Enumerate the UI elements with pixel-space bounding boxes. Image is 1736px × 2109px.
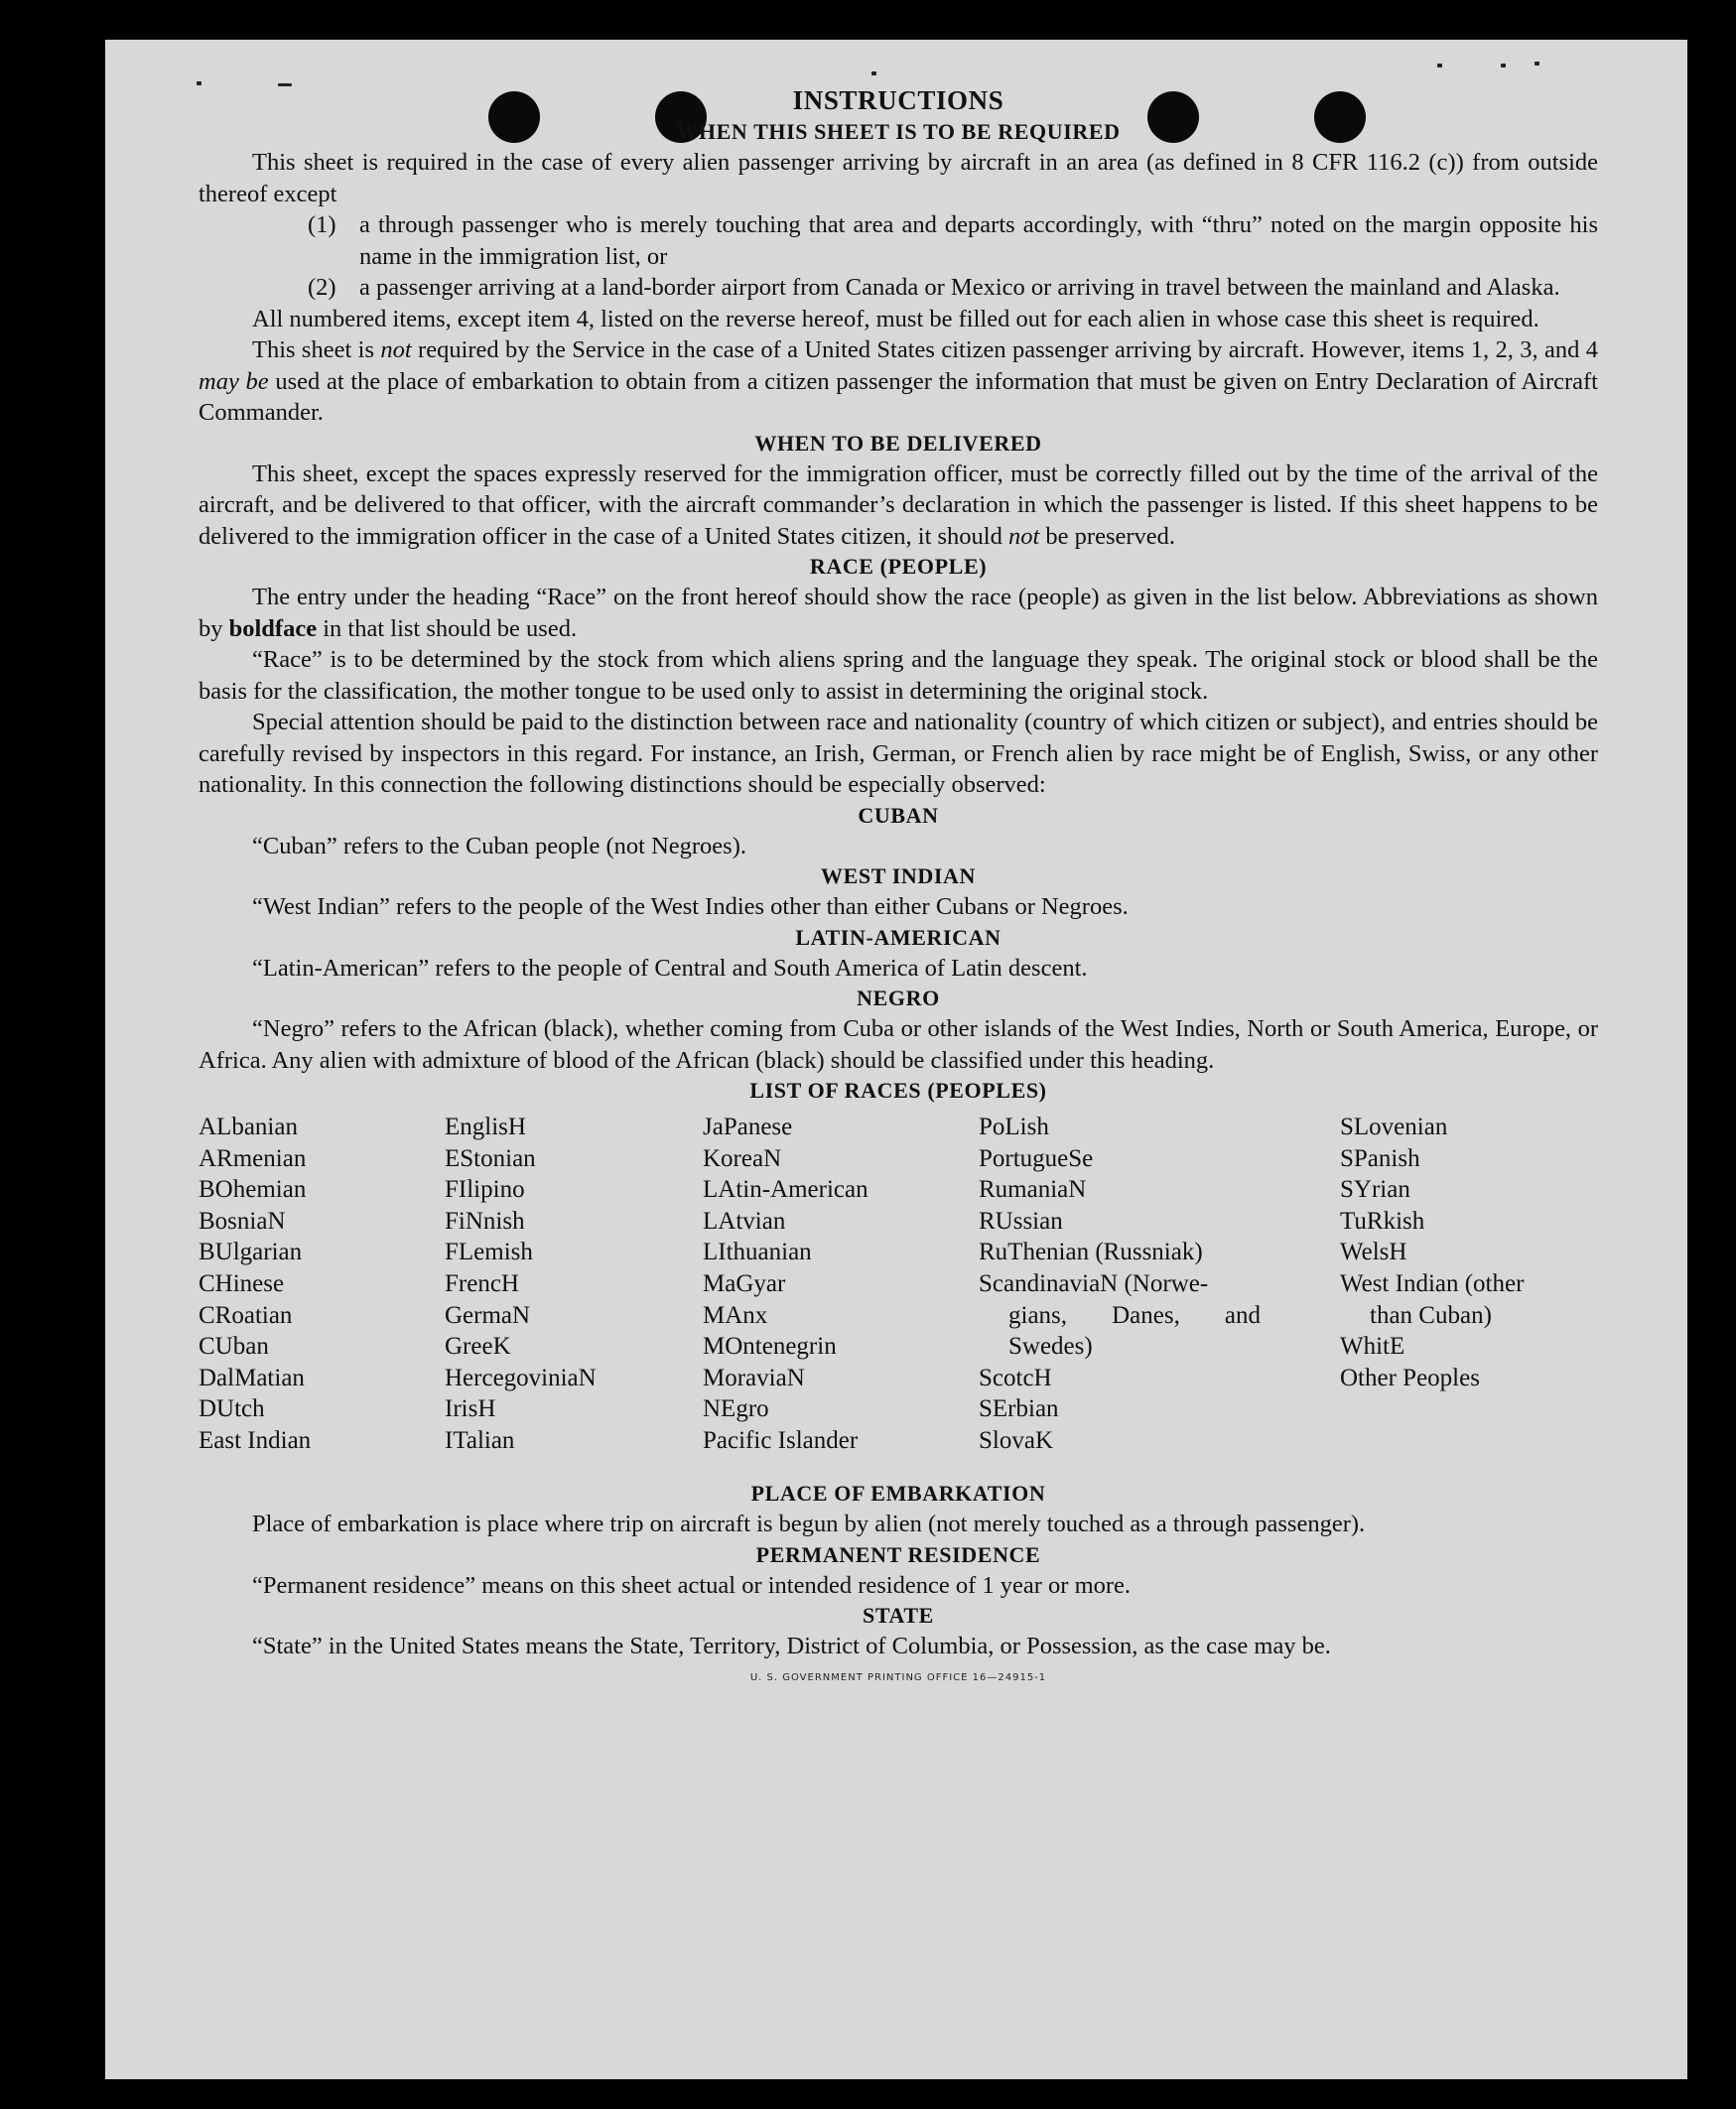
race-item: GreeK xyxy=(445,1333,511,1361)
race-item: than Cuban) xyxy=(1370,1301,1492,1329)
race-item: FiNnish xyxy=(445,1207,525,1235)
race-item: LAtvian xyxy=(703,1207,786,1235)
speck-mark xyxy=(871,71,876,75)
race-item: West Indian (other xyxy=(1340,1269,1525,1297)
race-item: MaGyar xyxy=(703,1269,786,1297)
race-item: Pacific Islander xyxy=(703,1426,859,1454)
race-item: RumaniaN xyxy=(979,1176,1087,1204)
paragraph: “West Indian” refers to the people of the West Indies other than either Cubans or Negroes. xyxy=(252,893,1129,920)
race-item: WhitE xyxy=(1340,1333,1405,1361)
speck-mark xyxy=(1437,64,1442,67)
race-item: SYrian xyxy=(1340,1176,1410,1204)
paragraph: This sheet is required in the case of every alien passenger arriving by aircraft in an area (as defined in 8 CFR 116.2 (c)) from outside thereof except xyxy=(199,149,1598,207)
item-text: a through passenger who is merely touching that area and departs accordingly, with “thru” noted on the margin opposite his name in the immigration list, or xyxy=(359,211,1598,270)
race-item: East Indian xyxy=(199,1426,312,1454)
race-item: EStonian xyxy=(445,1144,536,1172)
text-run: This sheet, except the spaces expressly reserved for the immigration officer, must be correctly filled out by the time of the arrival of the aircraft, and be delivered to that officer, with the aircraft commander’s declaration in which the passenger is listed. If this sheet happens to be delivered to the immigration officer in the case of a United States citizen, it should xyxy=(199,460,1598,550)
paragraph: “State” in the United States means the State, Territory, District of Columbia, or Possession, as the case may be. xyxy=(252,1633,1331,1659)
race-item: ALbanian xyxy=(199,1114,298,1140)
section-heading-when-delivered: WHEN TO BE DELIVERED xyxy=(754,430,1042,456)
section-heading-when-required: WHEN THIS SHEET IS TO BE REQUIRED xyxy=(676,119,1121,144)
race-item: FLemish xyxy=(445,1239,533,1266)
races-column-5 xyxy=(1340,1112,1588,1393)
item-text: a passenger arriving at a land-border airport from Canada or Mexico or arriving in travel between the mainland and Alaska. xyxy=(359,274,1560,301)
race-item: SPanish xyxy=(1340,1144,1420,1172)
race-item: LIthuanian xyxy=(703,1239,812,1266)
races-column-1 xyxy=(199,1112,427,1457)
list-item xyxy=(308,209,1598,272)
list-item xyxy=(308,272,1598,304)
races-column-3 xyxy=(703,1112,961,1457)
instructions-content xyxy=(199,83,1598,1683)
race-item: LAtin-American xyxy=(703,1176,868,1204)
race-item: NEgro xyxy=(703,1395,769,1423)
race-item: DalMatian xyxy=(199,1364,305,1391)
race-item: FIlipino xyxy=(445,1176,525,1204)
race-item: MoraviaN xyxy=(703,1364,805,1391)
race-item: PoLish xyxy=(979,1114,1049,1140)
text-run: The entry under the heading “Race” on the front hereof should show the race (people) as given in the list below. Abbreviations as shown by xyxy=(199,584,1598,642)
race-item: SlovaK xyxy=(979,1426,1053,1454)
race-item: ScotcH xyxy=(979,1364,1052,1391)
race-item: CRoatian xyxy=(199,1301,293,1329)
race-item: JaPanese xyxy=(703,1114,793,1140)
race-item: WelsH xyxy=(1340,1239,1407,1266)
text-run: This sheet is xyxy=(252,336,381,363)
paragraph xyxy=(199,334,1598,429)
bold-text: boldface xyxy=(228,614,318,642)
text-run: in that list should be used. xyxy=(317,614,578,642)
paragraph: All numbered items, except item 4, listed on the reverse hereof, must be filled out for each alien in whose case this sheet is required. xyxy=(252,305,1539,332)
race-item: ScandinaviaN (Norwe- xyxy=(979,1269,1209,1297)
race-item: IrisH xyxy=(445,1395,496,1423)
race-item: PortugueSe xyxy=(979,1144,1094,1172)
paragraph xyxy=(199,582,1598,644)
races-column-4 xyxy=(979,1112,1261,1457)
race-item: SLovenian xyxy=(1340,1114,1448,1140)
page-title: INSTRUCTIONS xyxy=(792,85,1004,115)
race-item: FrencH xyxy=(445,1269,519,1297)
race-item: Other Peoples xyxy=(1340,1364,1480,1391)
section-heading-cuban: CUBAN xyxy=(858,802,939,828)
race-item: gians, Danes, and xyxy=(1008,1301,1261,1329)
race-item: BosniaN xyxy=(199,1207,286,1235)
item-number: (2) xyxy=(308,274,336,301)
paragraph: “Latin-American” refers to the people of Central and South America of Latin descent. xyxy=(252,954,1088,982)
section-heading-west-indian: WEST INDIAN xyxy=(821,863,976,888)
section-heading-place-of-embarkation: PLACE OF EMBARKATION xyxy=(750,1481,1046,1506)
race-item: CHinese xyxy=(199,1269,285,1297)
races-list xyxy=(199,1112,1598,1479)
race-item: ARmenian xyxy=(199,1144,307,1172)
race-item: RuThenian (Russniak) xyxy=(979,1239,1203,1266)
speck-mark xyxy=(1535,62,1539,66)
section-heading-latin-american: LATIN-AMERICAN xyxy=(795,924,1002,950)
item-number: (1) xyxy=(308,211,336,238)
race-item: BOhemian xyxy=(199,1176,307,1204)
emphasis-text: may be xyxy=(199,367,269,395)
paragraph: “Negro” refers to the African (black), whether coming from Cuba or other islands of the West Indies, North or South America, Europe, or Africa. Any alien with admixture of blood of the African (black) should be classified under this heading. xyxy=(199,1015,1598,1074)
race-item: KoreaN xyxy=(703,1144,782,1172)
section-heading-permanent-residence: PERMANENT RESIDENCE xyxy=(755,1541,1041,1567)
section-heading-state: STATE xyxy=(863,1603,934,1628)
race-item: RUssian xyxy=(979,1207,1063,1235)
paragraph: Place of embarkation is place where trip on aircraft is begun by alien (not merely touched as a through passenger). xyxy=(252,1511,1366,1537)
race-item: MAnx xyxy=(703,1301,768,1329)
paragraph: Special attention should be paid to the distinction between race and nationality (country of which citizen or subject), and entries should be carefully revised by inspectors in this regard. For instance, an Irish, German, or French alien by race might be of English, Swiss, or any other nationality. In this connection the following distinctions should be especially observed: xyxy=(199,709,1598,798)
printer-imprint: U. S. GOVERNMENT PRINTING OFFICE 16—24915-1 xyxy=(749,1671,1047,1683)
text-run: be preserved. xyxy=(1039,522,1176,550)
section-heading-negro: NEGRO xyxy=(857,986,940,1010)
race-item: DUtch xyxy=(199,1395,265,1423)
race-item: MOntenegrin xyxy=(703,1333,837,1361)
section-heading-list-of-races: LIST OF RACES (PEOPLES) xyxy=(749,1078,1047,1103)
paragraph xyxy=(199,459,1598,553)
emphasis-text: not xyxy=(380,336,412,363)
race-item: CUban xyxy=(199,1333,269,1361)
section-heading-race: RACE (PEOPLE) xyxy=(809,554,988,579)
race-item: ITalian xyxy=(445,1426,515,1454)
speck-mark xyxy=(1501,64,1506,67)
race-item: Swedes) xyxy=(1008,1333,1093,1361)
race-item: BUlgarian xyxy=(199,1239,303,1266)
emphasis-text: not xyxy=(1007,522,1040,550)
race-item: EnglisH xyxy=(445,1114,526,1140)
paragraph: “Cuban” refers to the Cuban people (not Negroes). xyxy=(252,832,746,859)
races-column-2 xyxy=(445,1112,683,1457)
race-item: SErbian xyxy=(979,1395,1059,1423)
document-sheet xyxy=(105,40,1687,2079)
race-item: GermaN xyxy=(445,1301,531,1329)
text-run: used at the place of embarkation to obtain from a citizen passenger the information that must be given on Entry Declaration of Aircraft Commander. xyxy=(199,367,1598,426)
text-run: required by the Service in the case of a United States citizen passenger arriving by aircraft. However, items 1, 2, 3, and 4 xyxy=(411,336,1599,363)
paragraph: “Race” is to be determined by the stock from which aliens spring and the language they speak. The original stock or blood shall be the basis for the classification, the mother tongue to be used only to assist in determining the original stock. xyxy=(199,646,1598,705)
race-item: HercegoviniaN xyxy=(445,1364,597,1391)
race-item: TuRkish xyxy=(1340,1207,1425,1235)
paragraph: “Permanent residence” means on this sheet actual or intended residence of 1 year or more. xyxy=(252,1571,1132,1599)
